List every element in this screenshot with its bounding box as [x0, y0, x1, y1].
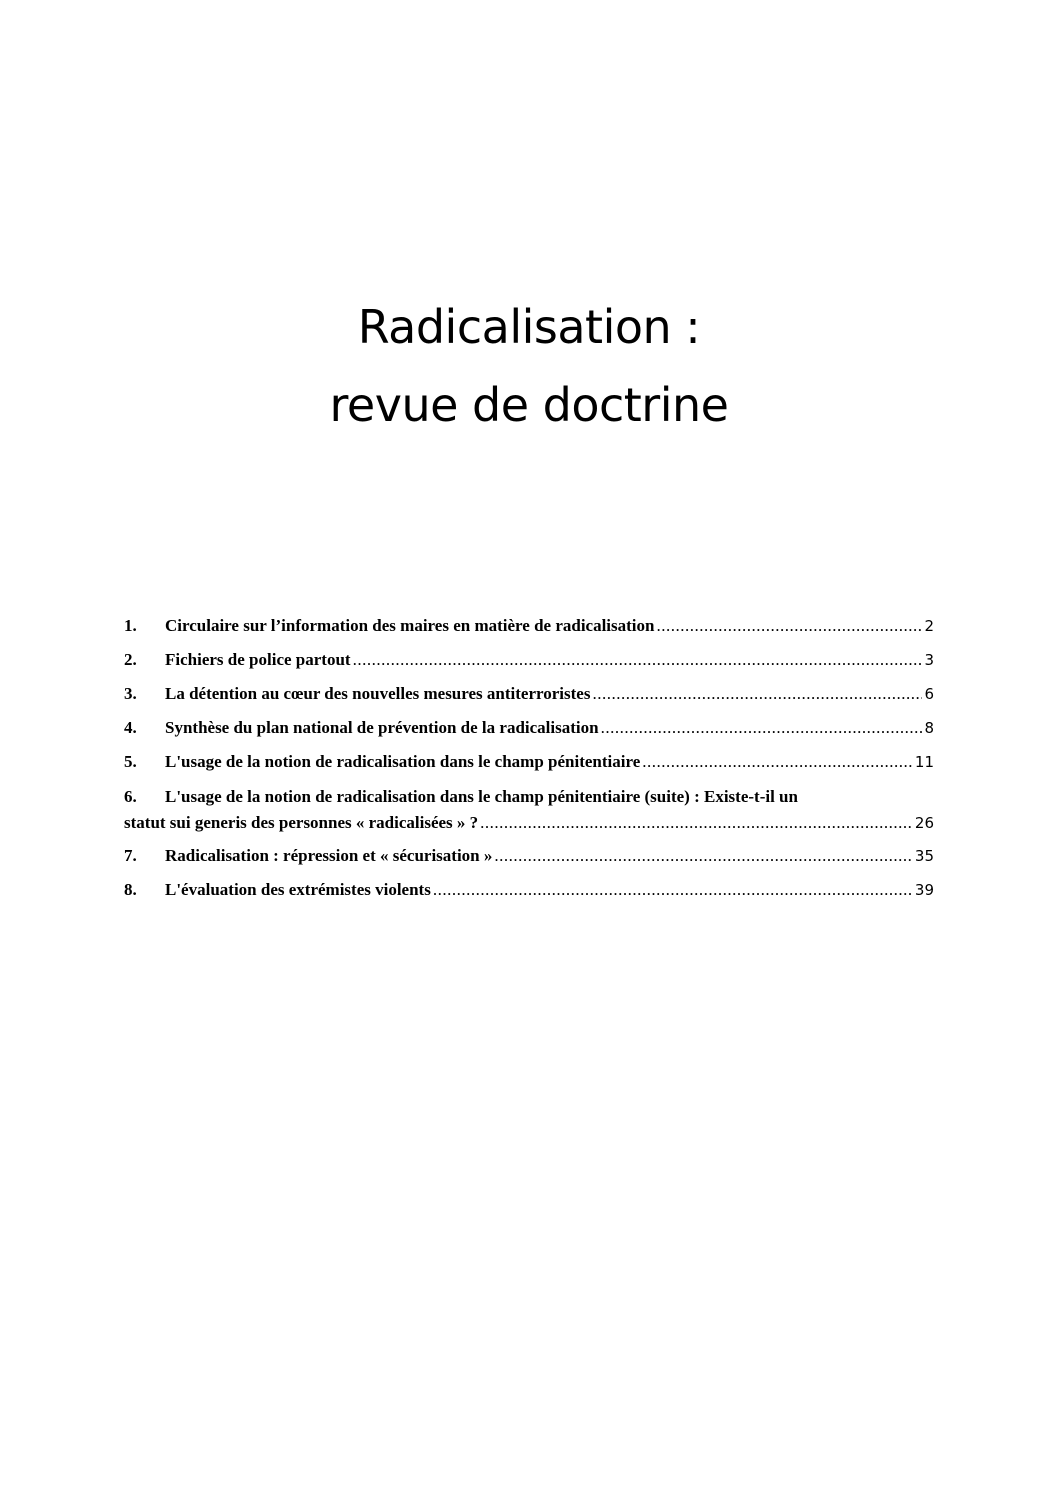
toc-entry-page: 35 — [914, 847, 934, 865]
toc-entry-5[interactable] — [124, 750, 934, 784]
toc-dot-leader — [433, 878, 913, 902]
toc-entry-1[interactable] — [124, 614, 934, 648]
toc-entry-line-2 — [124, 810, 934, 836]
toc-entry-number: 8. — [124, 880, 137, 899]
toc-entry-2[interactable] — [124, 648, 934, 682]
toc-entry-page: 2 — [924, 617, 934, 635]
toc-dot-leader — [601, 716, 923, 740]
toc-entry-number: 5. — [124, 752, 137, 771]
toc-dot-leader — [480, 810, 913, 836]
toc-entry-title: L'évaluation des extrémistes violents — [165, 880, 431, 899]
toc-entry-page: 26 — [914, 814, 934, 832]
toc-dot-leader — [353, 648, 923, 672]
toc-entry-number: 2. — [124, 650, 137, 669]
document-title-line-1: Radicalisation : — [357, 300, 701, 354]
toc-entry-number: 7. — [124, 846, 137, 865]
toc-entry-4[interactable] — [124, 716, 934, 750]
toc-entry-page: 6 — [924, 685, 934, 703]
toc-entry-title: Fichiers de police partout — [165, 650, 351, 669]
toc-entry-7[interactable] — [124, 844, 934, 878]
toc-entry-6[interactable] — [124, 784, 934, 844]
toc-entry-title: Synthèse du plan national de prévention de la radicalisation — [165, 718, 599, 737]
toc-entry-page: 3 — [924, 651, 934, 669]
toc-entry-title-line-2: statut sui generis des personnes « radicalisées » ? — [124, 813, 479, 832]
toc-entry-page: 39 — [914, 881, 934, 899]
table-of-contents — [124, 614, 934, 912]
toc-entry-8[interactable] — [124, 878, 934, 912]
toc-entry-title-line-1: L'usage de la notion de radicalisation dans le champ pénitentiaire (suite) : Existe-t-il un — [165, 787, 798, 806]
toc-entry-number: 6. — [124, 787, 137, 806]
document-title — [0, 288, 1058, 444]
toc-dot-leader — [642, 750, 913, 774]
toc-entry-title: Circulaire sur l’information des maires en matière de radicalisation — [165, 616, 655, 635]
toc-entry-title: Radicalisation : répression et « sécurisation » — [165, 846, 493, 865]
toc-dot-leader — [494, 844, 913, 868]
toc-entry-page: 8 — [924, 719, 934, 737]
toc-entry-title: L'usage de la notion de radicalisation dans le champ pénitentiaire — [165, 752, 641, 771]
toc-entry-number: 3. — [124, 684, 137, 703]
toc-entry-line-1 — [124, 784, 934, 810]
toc-entry-number: 4. — [124, 718, 137, 737]
toc-dot-leader — [592, 682, 922, 706]
toc-dot-leader — [657, 614, 923, 638]
toc-entry-number: 1. — [124, 616, 137, 635]
document-title-line-2: revue de doctrine — [329, 378, 729, 432]
toc-entry-title: La détention au cœur des nouvelles mesures antiterroristes — [165, 684, 591, 703]
toc-entry-3[interactable] — [124, 682, 934, 716]
toc-entry-page: 11 — [914, 753, 934, 771]
